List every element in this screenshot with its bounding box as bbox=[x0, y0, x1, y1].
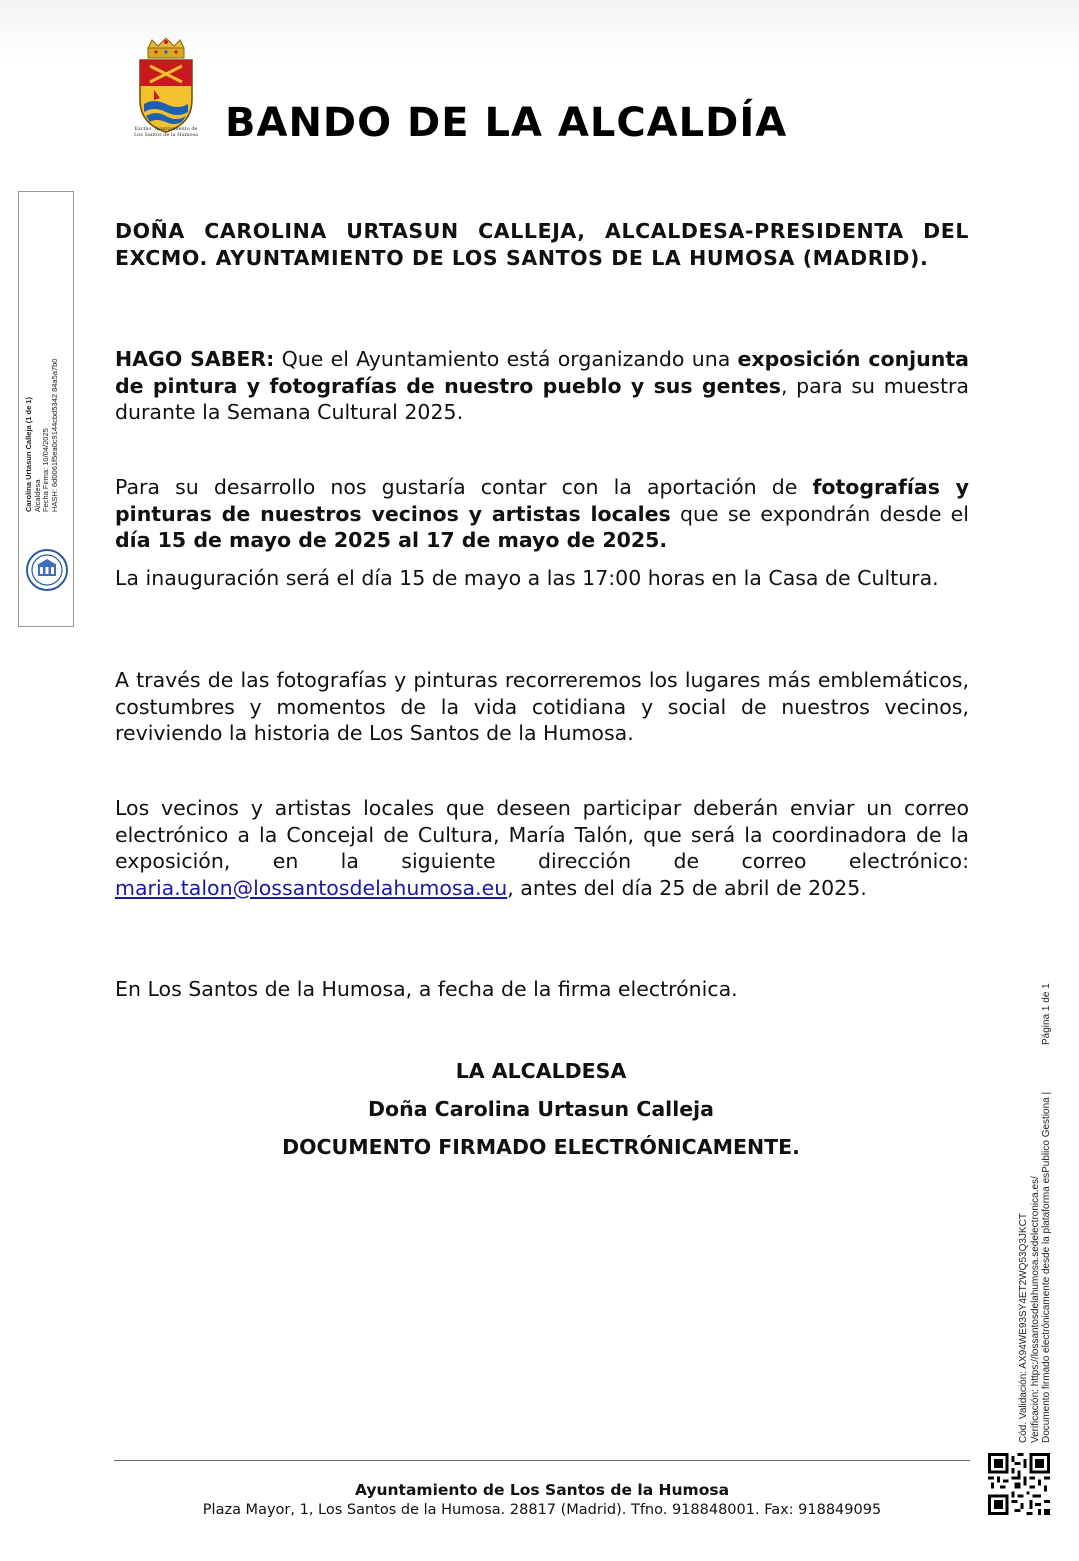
paragraph-place-date: En Los Santos de la Humosa, a fecha de la firma electrónica. bbox=[115, 977, 738, 1001]
signer-role: Alcaldesa bbox=[32, 479, 42, 512]
paragraph-announcement bbox=[115, 346, 969, 426]
hago-saber-lead: HAGO SABER: bbox=[115, 347, 275, 371]
paragraph-contributions bbox=[115, 474, 969, 554]
closing-role: LA ALCALDESA bbox=[455, 1059, 627, 1083]
paragraph-participation bbox=[115, 795, 969, 901]
signature-date: Fecha Firma: 10/04/2025 bbox=[41, 428, 50, 512]
verification-url: Verificación: https://lossantosdelahumosa.sedelectronica.es/ bbox=[1029, 1176, 1041, 1443]
footer-organization: Ayuntamiento de Los Santos de la Humosa bbox=[354, 1481, 730, 1499]
footer-divider bbox=[114, 1460, 970, 1461]
coat-caption-line1: Excmo. Ayuntamiento de bbox=[134, 126, 198, 132]
p2-bold-dates: día 15 de mayo de 2025 al 17 de mayo de 2025. bbox=[115, 528, 668, 552]
addressee: DOÑA CAROLINA URTASUN CALLEJA, ALCALDESA-PRESIDENTA DEL EXCMO. AYUNTAMIENTO DE LOS SANTOS DE LA HUMOSA (MADRID). bbox=[115, 219, 969, 270]
qr-code-icon[interactable] bbox=[988, 1453, 1050, 1515]
p2-bold-contributors: fotografías y pinturas de nuestros vecinos y artistas locales bbox=[115, 475, 970, 526]
p2-text2: que se expondrán desde el bbox=[670, 501, 969, 526]
signer-name: Carolina Urtasun Calleja (1 de 1) bbox=[24, 396, 33, 512]
verification-code: Cód. Validación: AX94WE93SY4ET2WQ53Q3JKCT bbox=[1018, 1213, 1029, 1443]
p5-text1: Los vecinos y artistas locales que deseen participar deberán enviar un correo electrónico a la Concejal de Cultura, María Talón, que será la coordinadora de la exposición, en la siguiente dirección de correo electrónico: bbox=[115, 796, 969, 873]
p1-bold-exhibition: exposición conjunta de pintura y fotografías de nuestro pueblo y sus gentes bbox=[115, 347, 970, 398]
coat-caption bbox=[126, 126, 206, 138]
footer-address: Plaza Mayor, 1, Los Santos de la Humosa. 28817 (Madrid). Tfno. 918848001. Fax: 918849095 bbox=[202, 1502, 882, 1518]
signature-hash: HASH: 6d0061f5ea0c9144cbd5342 84a5a7b0 bbox=[49, 358, 59, 512]
coat-caption-line2: Los Santos de la Humosa bbox=[133, 132, 199, 138]
verification-page-count: Página 1 de 1 bbox=[1041, 983, 1052, 1045]
page-title: BANDO DE LA ALCALDÍA bbox=[225, 100, 788, 146]
closing-name: Doña Carolina Urtasun Calleja bbox=[368, 1097, 714, 1121]
official-seal-icon bbox=[25, 548, 69, 592]
verification-platform: Documento firmado electrónicamente desde la plataforma esPublico Gestiona | bbox=[1041, 1091, 1052, 1443]
p2-text1: Para su desarrollo nos gustaría contar con la aportación de bbox=[115, 475, 813, 499]
closing-note: DOCUMENTO FIRMADO ELECTRÓNICAMENTE. bbox=[282, 1135, 800, 1159]
signature-details bbox=[25, 359, 59, 512]
p1-text2: , para su muestra durante la Semana Cultural 2025. bbox=[115, 373, 969, 424]
p1-text1: Que el Ayuntamiento está organizando una bbox=[274, 347, 738, 371]
closing-signature bbox=[115, 1052, 969, 1166]
paragraph-description: A través de las fotografías y pinturas recorreremos los lugares más emblemáticos, costumbres y momentos de la vida cotidiana y social de nuestros vecinos, reviviendo la historia de Los Santos de la Humosa. bbox=[115, 668, 969, 745]
paragraph-inauguration: La inauguración será el día 15 de mayo a las 17:00 horas en la Casa de Cultura. bbox=[115, 566, 939, 590]
p5-text2: , antes del día 25 de abril de 2025. bbox=[507, 875, 867, 900]
email-link[interactable]: maria.talon@lossantosdelahumosa.eu bbox=[115, 875, 508, 900]
verification-text bbox=[1018, 1092, 1053, 1443]
